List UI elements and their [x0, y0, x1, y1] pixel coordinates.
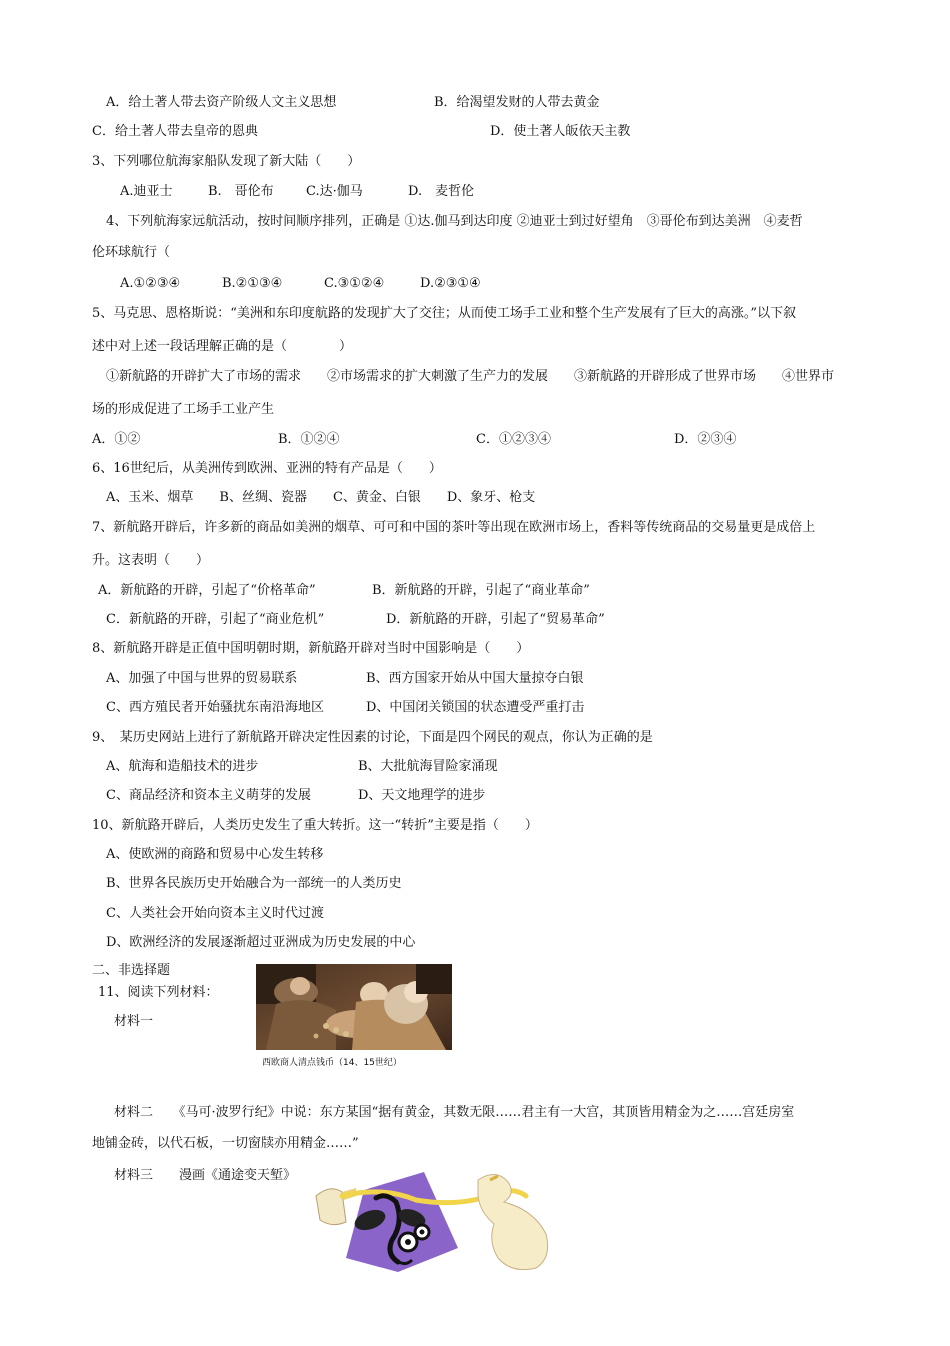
q3-option-b: B. 哥伦布 [208, 184, 274, 199]
q4-option-b: B.②①③④ [222, 276, 283, 291]
material-two-line1: 材料二 《马可·波罗行纪》中说：东方某国“据有黄金，其数无限……君主有一大宫，其顶皆用精金为之……宫廷房室 [114, 1105, 795, 1120]
q8-stem: 8、新航路开辟是正值中国明朝时期，新航路开辟对当时中国影响是（ ） [92, 641, 530, 656]
cartoon-illustration [312, 1162, 562, 1280]
q5-stem-line1: 5、马克思、恩格斯说：“美洲和东印度航路的发现扩大了交往；从而使工场手工业和整个生产发展有了巨大的高涨。”以下叙 [92, 306, 797, 321]
q11-stem: 11、阅读下列材料： [98, 985, 219, 1000]
q9-option-c: C、商品经济和资本主义萌芽的发展 [106, 788, 311, 803]
q4-stem-line1: 4、下列航海家远航活动，按时间顺序排列，正确是 ①达.伽马到达印度 ②迪亚士到过好望角 ③哥伦布到达美洲 ④麦哲 [106, 214, 803, 229]
q8-option-b: B、西方国家开始从中国大量掠夺白银 [366, 671, 584, 686]
q10-option-c: C、人类社会开始向资本主义时代过渡 [106, 906, 324, 921]
q9-option-b: B、大批航海冒险家涌现 [358, 759, 498, 774]
q3-option-d: D. 麦哲伦 [408, 184, 475, 199]
material-one-label: 材料一 [114, 1014, 154, 1029]
q6-options: A、玉米、烟草 B、丝绸、瓷器 C、黄金、白银 D、象牙、枪支 [106, 490, 536, 505]
q3-option-c: C.达·伽马 [306, 184, 363, 199]
q5-items-line2: 场的形成促进了工场手工业产生 [92, 402, 275, 417]
q2-option-a: A．给土著人带去资产阶级人文主义思想 [106, 95, 337, 110]
q7-option-b: B．新航路的开辟，引起了“商业革命” [372, 583, 590, 598]
q4-option-c: C.③①②④ [324, 276, 385, 291]
q7-option-a: A．新航路的开辟，引起了“价格革命” [98, 583, 316, 598]
q8-option-c: C、西方殖民者开始骚扰东南沿海地区 [106, 700, 324, 715]
q10-stem: 10、新航路开辟后，人类历史发生了重大转折。这一“转折”主要是指（ ） [92, 818, 538, 833]
q5-option-c: C．①②③④ [476, 432, 551, 447]
q3-stem: 3、下列哪位航海家船队发现了新大陆（ ） [92, 154, 361, 169]
q5-option-a: A．①② [92, 432, 141, 447]
q8-option-a: A、加强了中国与世界的贸易联系 [106, 671, 298, 686]
q2-option-d: D．使土著人皈依天主教 [490, 124, 631, 139]
material-three-label: 材料三 漫画《通途变天堑》 [114, 1168, 297, 1183]
q7-stem-line1: 7、新航路开辟后，许多新的商品如美洲的烟草、可可和中国的茶叶等出现在欧洲市场上，香料等传统商品的交易量更是成倍上 [92, 520, 816, 535]
q4-option-d: D.②③①④ [420, 276, 481, 291]
q10-option-d: D、欧洲经济的发展逐渐超过亚洲成为历史发展的中心 [106, 935, 416, 950]
q5-option-d: D．②③④ [674, 432, 737, 447]
q3-option-a: A.迪亚士 [120, 184, 173, 199]
q7-stem-line2: 升。这表明（ ） [92, 553, 210, 568]
q9-option-d: D、天文地理学的进步 [358, 788, 486, 803]
q2-option-b: B．给渴望发财的人带去黄金 [434, 95, 600, 110]
painting-caption: 西欧商人清点钱币（14、15世纪） [262, 1058, 402, 1068]
material-two-line2: 地铺金砖，以代石板，一切窗牍亦用精金……” [92, 1136, 359, 1151]
q9-stem: 9、 某历史网站上进行了新航路开辟决定性因素的讨论，下面是四个网民的观点，你认为正确的是 [92, 730, 653, 745]
merchants-counting-coins-painting [256, 964, 452, 1050]
q4-stem-line2: 伦环球航行（ [92, 245, 171, 260]
q10-option-a: A、使欧洲的商路和贸易中心发生转移 [106, 847, 324, 862]
q10-option-b: B、世界各民族历史开始融合为一部统一的人类历史 [106, 876, 402, 891]
q7-option-d: D．新航路的开辟，引起了“贸易革命” [386, 612, 605, 627]
q6-stem: 6、16世纪后，从美洲传到欧洲、亚洲的特有产品是（ ） [92, 461, 442, 476]
q9-option-a: A、航海和造船技术的进步 [106, 759, 259, 774]
q5-items-line1: ①新航路的开辟扩大了市场的需求 ②市场需求的扩大刺激了生产力的发展 ③新航路的开辟形成了世界市场 ④世界市 [106, 369, 835, 384]
q8-option-d: D、中国闭关锁国的状态遭受严重打击 [366, 700, 585, 715]
q5-stem-line2: 述中对上述一段话理解正确的是（ ） [92, 339, 353, 354]
q5-option-b: B．①②④ [278, 432, 340, 447]
q7-option-c: C．新航路的开辟，引起了“商业危机” [106, 612, 325, 627]
q4-option-a: A.①②③④ [120, 276, 181, 291]
section-heading: 二、非选择题 [92, 963, 171, 978]
q2-option-c: C．给土著人带去皇帝的恩典 [92, 124, 258, 139]
